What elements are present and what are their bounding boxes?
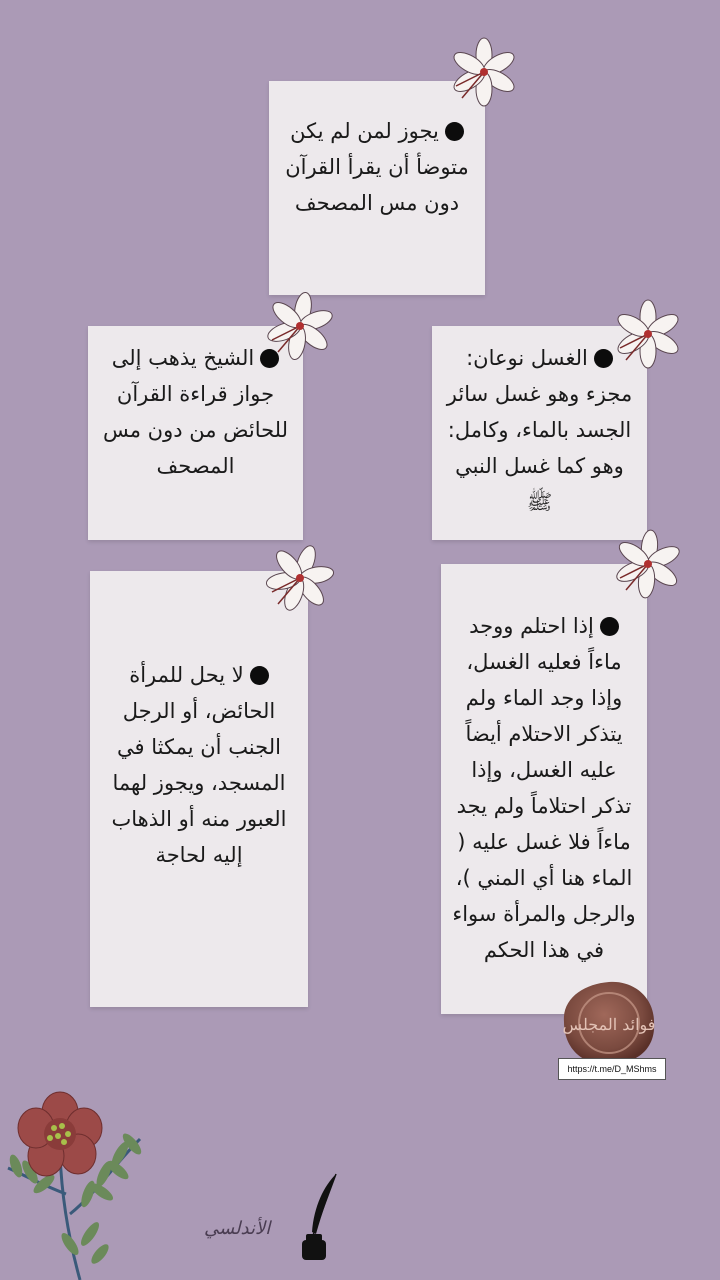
note-text-5: إذا احتلم ووجد ماءاً فعليه الغسل، وإذا وجد الماء ولم يتذكر الاحتلام أيضاً عليه الغسل، وإذا تذكر احتلاماً ولم يجد ماءاً فلا غسل عليه ( الماء هنا أي المني )، والرجل والمرأة سواء في هذا الحكم: [452, 614, 636, 962]
flower-icon: [612, 528, 684, 600]
flower-icon: [448, 36, 520, 108]
author-signature: الأندلسي: [204, 1218, 271, 1239]
channel-link[interactable]: https://t.me/D_MShms: [558, 1058, 666, 1080]
note-text-2: الشيخ يذهب إلى جواز قراءة القرآن للحائض من دون مس المصحف: [102, 346, 289, 478]
seal-text: فوائد المجلس: [562, 1015, 656, 1034]
note-card-5: [441, 564, 647, 1014]
note-text-4: لا يحل للمرأة الحائض، أو الرجل الجنب أن يمكثا في المسجد، ويجوز لهما العبور منه أو الذهاب إليه لحاجة: [111, 663, 287, 867]
bullet-icon: [594, 349, 613, 368]
flower-icon: [264, 542, 336, 614]
bullet-icon: [250, 666, 269, 685]
note-text-1: يجوز لمن لم يكن متوضأ أن يقرأ القرآن دون مس المصحف: [285, 119, 469, 215]
red-flower-icon: [0, 1084, 160, 1280]
flower-icon: [264, 290, 336, 362]
note-card-4: [90, 571, 308, 1007]
bullet-icon: [445, 122, 464, 141]
quill-ink-icon: [296, 1172, 344, 1264]
note-text-3: الغسل نوعان: مجزء وهو غسل سائر الجسد بالماء، وكامل: وهو كما غسل النبي ﷺ: [446, 346, 633, 514]
bullet-icon: [600, 617, 619, 636]
note-card-1: [269, 81, 485, 295]
flower-icon: [612, 298, 684, 370]
